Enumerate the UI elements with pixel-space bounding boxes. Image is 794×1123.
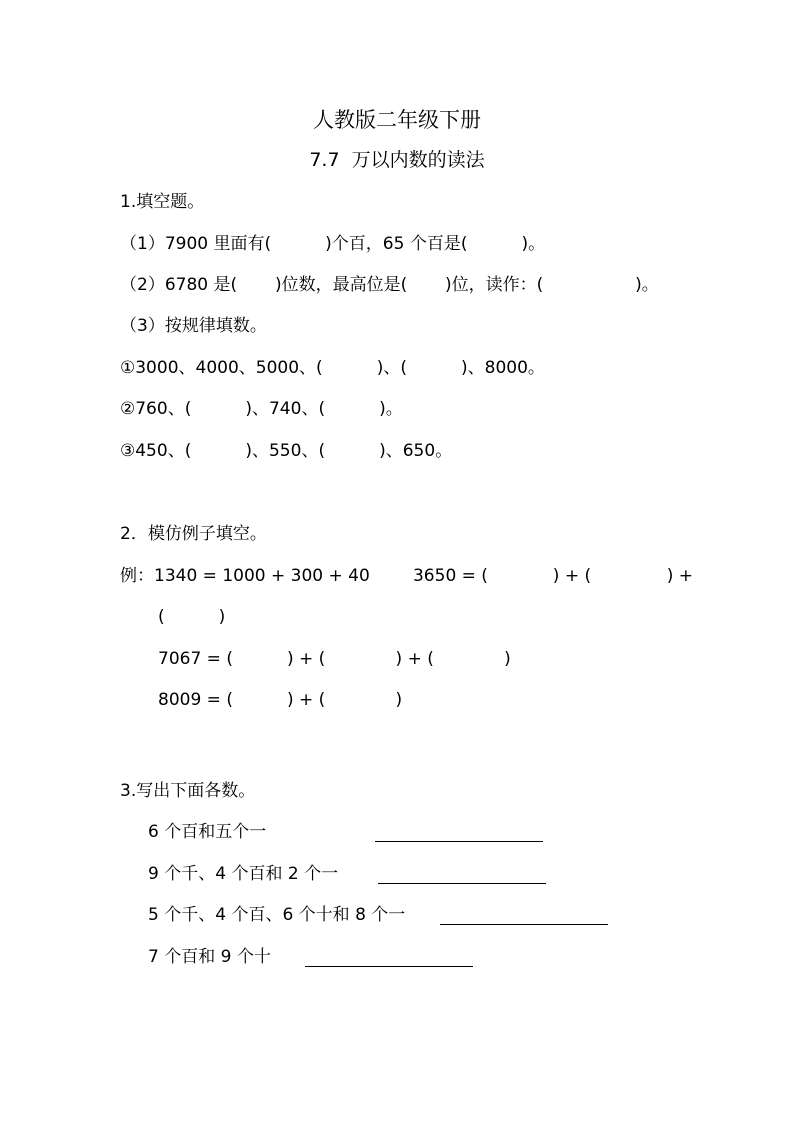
decomposition-7067: 7067 = ( ) + ( ) + ( ) [158,649,511,669]
example-line: 例：1340 = 1000 + 300 + 40 3650 = ( ) + ( ) + [120,566,694,586]
answer-blank-3[interactable] [440,910,608,925]
section-1-heading: 1.填空题。 [120,192,205,212]
lesson-subtitle: 7.7 万以内数的读法 [309,149,485,171]
decomposition-8009: 8009 = ( ) + ( ) [158,690,403,710]
question-1-3: （3）按规律填数。 [120,316,267,336]
example-continuation: ( ) [158,607,226,627]
answer-blank-4[interactable] [305,952,473,967]
write-number-1-label: 6 个百和五个一 [148,822,267,842]
sequence-3: ③450、( )、550、( )、650。 [120,441,453,461]
write-number-2-label: 9 个千、4 个百和 2 个一 [148,864,339,884]
write-number-4-label: 7 个百和 9 个十 [148,947,271,967]
question-1-2: （2）6780 是( )位数，最高位是( )位，读作：( )。 [120,275,659,295]
sequence-2: ②760、( )、740、( )。 [120,399,403,419]
sequence-1: ①3000、4000、5000、( )、( )、8000。 [120,358,545,378]
section-2-heading: 2．模仿例子填空。 [120,524,267,544]
write-number-3-label: 5 个千、4 个百、6 个十和 8 个一 [148,905,406,925]
page-title: 人教版二年级下册 [313,108,481,132]
answer-blank-2[interactable] [378,869,546,884]
answer-blank-1[interactable] [375,827,543,842]
question-1-1: （1）7900 里面有( )个百，65 个百是( )。 [120,234,546,254]
section-3-heading: 3.写出下面各数。 [120,781,256,801]
